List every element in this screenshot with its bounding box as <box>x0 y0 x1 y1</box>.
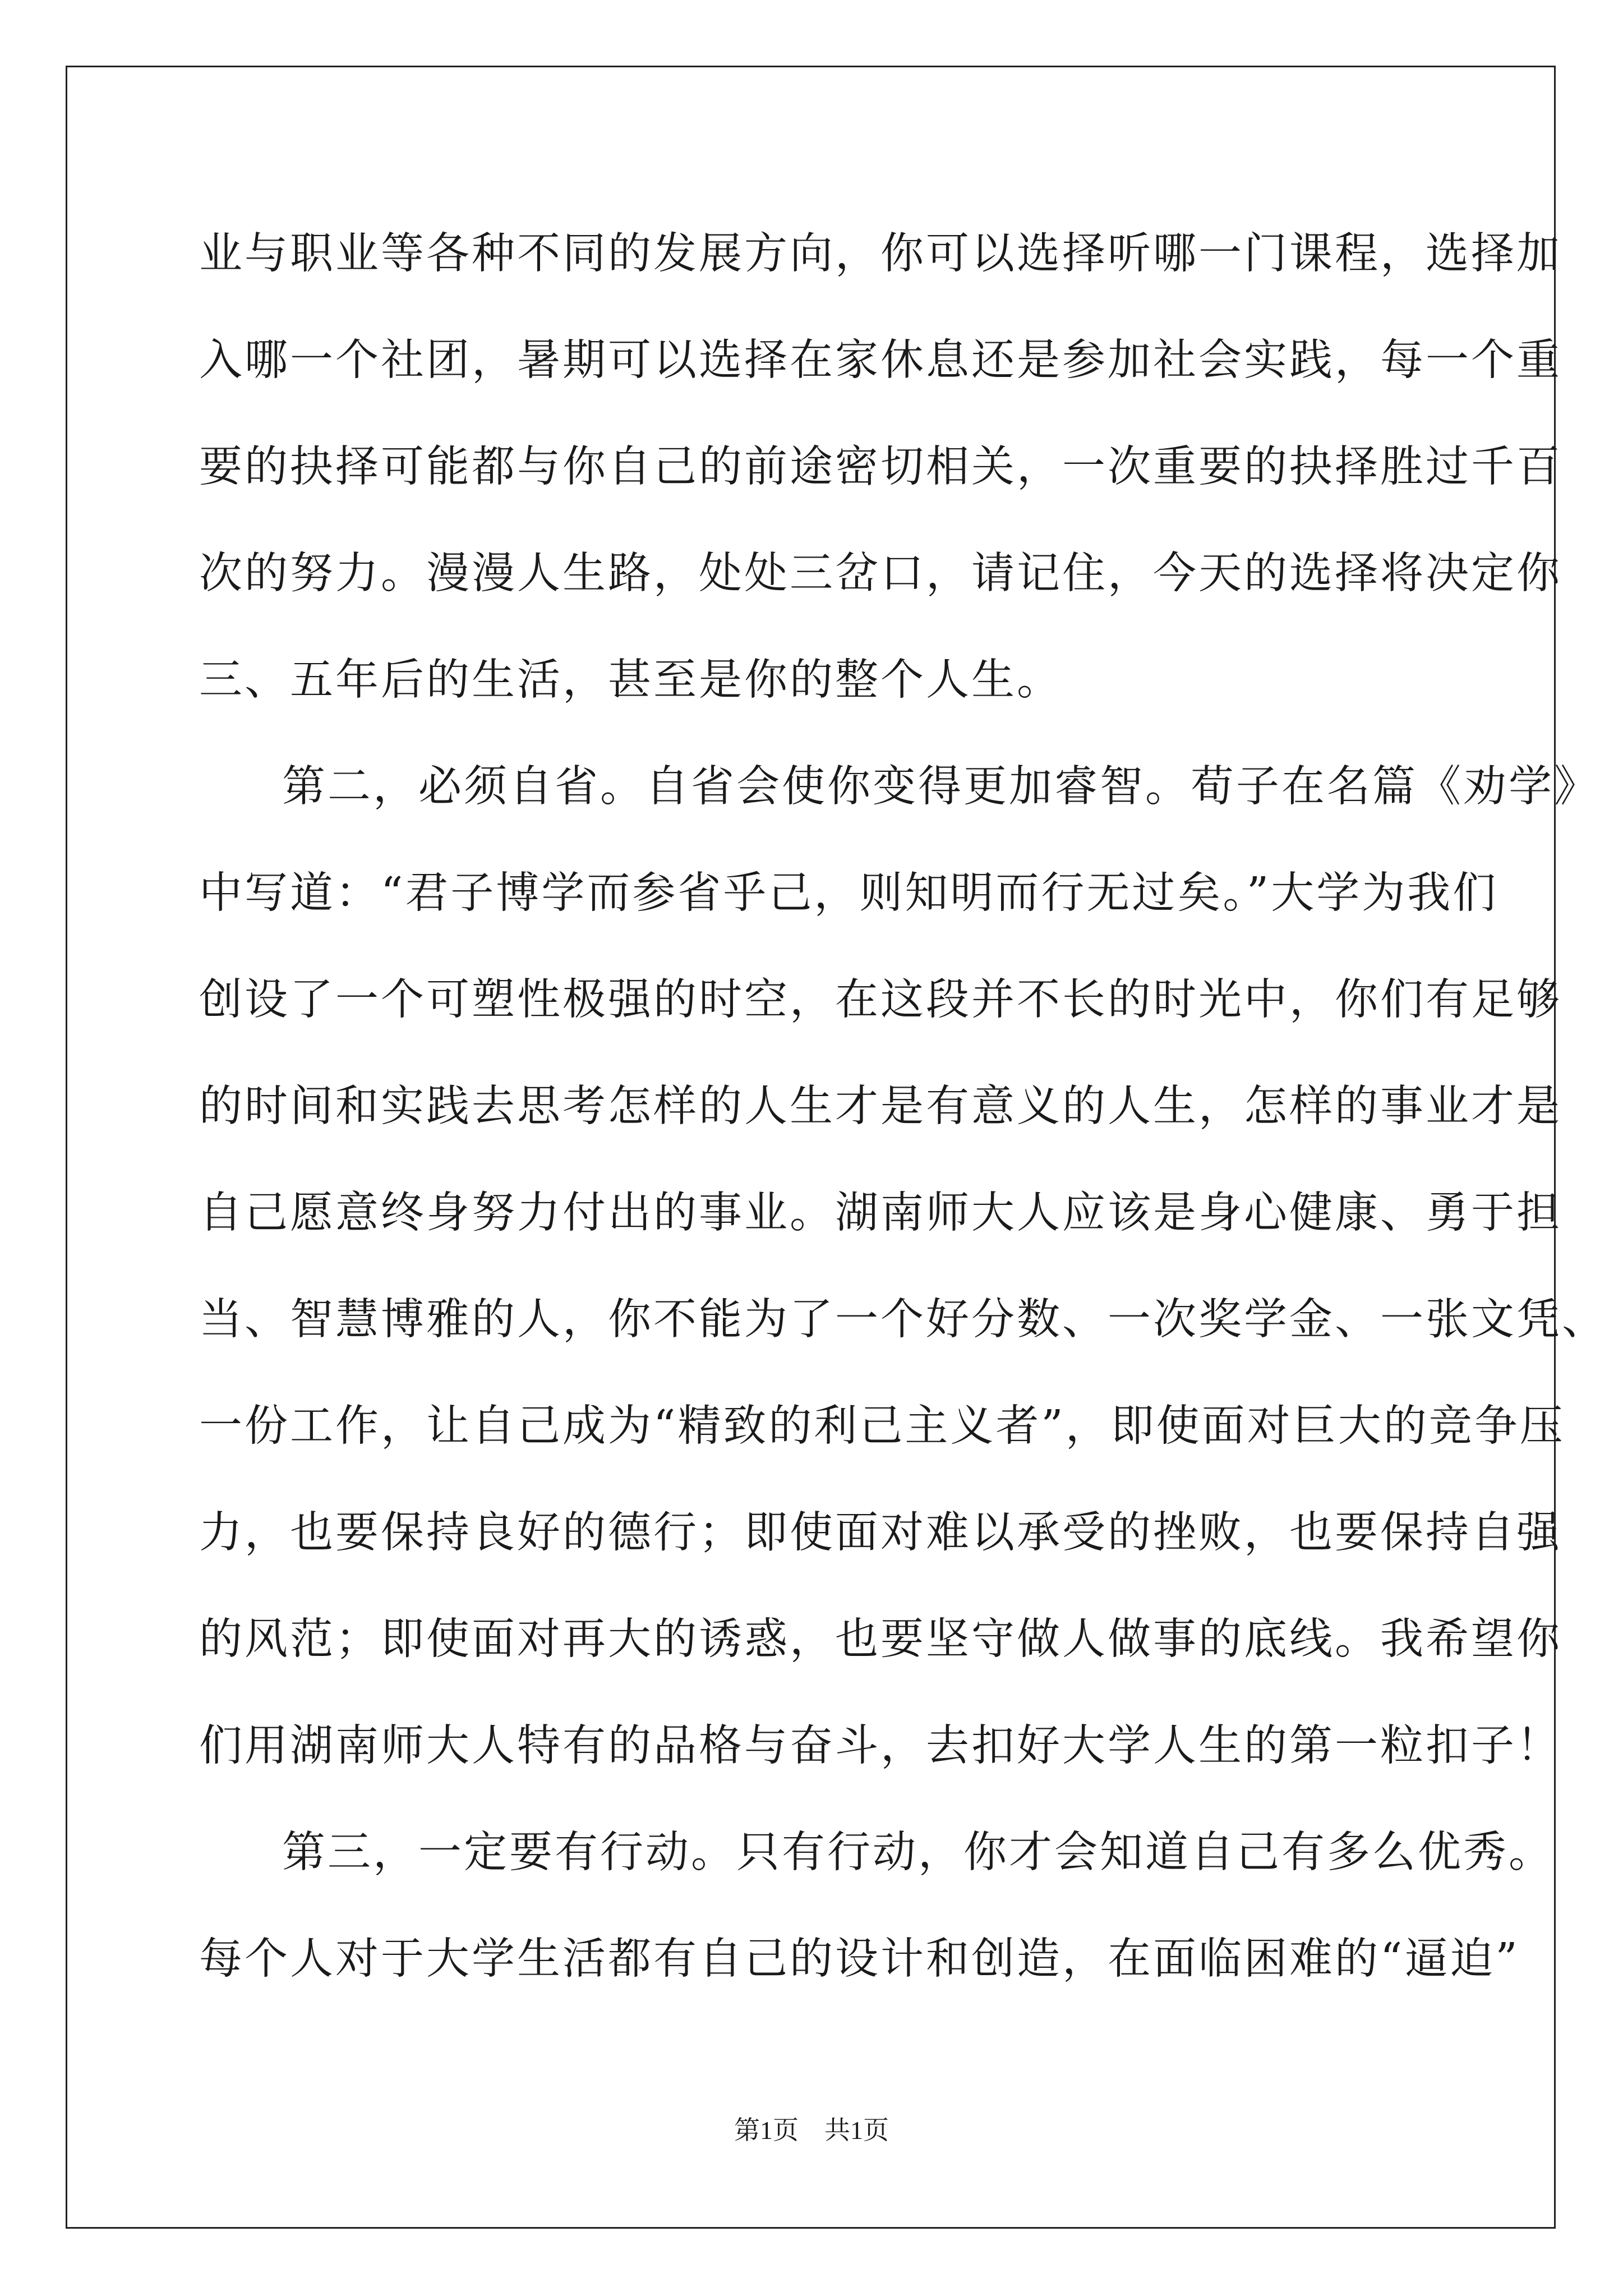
page-number: 第1页 <box>734 2116 799 2145</box>
page-total: 共1页 <box>824 2116 889 2145</box>
text-line: 入哪一个社团，暑期可以选择在家休息还是参加社会实践，每一个重 <box>199 335 1562 385</box>
text-line: 中写道：“君子博学而参省乎己，则知明而行无过矣。”大学为我们 <box>199 868 1498 918</box>
text-line: 次的努力。漫漫人生路，处处三岔口，请记住，今天的选择将决定你 <box>199 549 1562 599</box>
text-line: 的风范；即使面对再大的诱惑，也要坚守做人做事的底线。我希望你 <box>199 1614 1562 1664</box>
paragraph-start-line: 第三，一定要有行动。只有行动，你才会知道自己有多么优秀。 <box>282 1828 1554 1878</box>
text-line: 三、五年后的生活，甚至是你的整个人生。 <box>199 655 1062 705</box>
text-line: 创设了一个可塑性极强的时空，在这段并不长的时光中，你们有足够 <box>199 975 1562 1025</box>
text-line: 当、智慧博雅的人，你不能为了一个好分数、一次奖学金、一张文凭、 <box>199 1295 1607 1345</box>
text-line: 要的抉择可能都与你自己的前途密切相关，一次重要的抉择胜过千百 <box>199 442 1562 492</box>
text-line: 自己愿意终身努力付出的事业。湖南师大人应该是身心健康、勇于担 <box>199 1188 1562 1238</box>
text-line: 的时间和实践去思考怎样的人生才是有意义的人生，怎样的事业才是 <box>199 1082 1562 1131</box>
text-line: 每个人对于大学生活都有自己的设计和创造，在面临困难的“逼迫” <box>199 1934 1520 1984</box>
text-line: 业与职业等各种不同的发展方向，你可以选择听哪一门课程，选择加 <box>199 229 1562 279</box>
page-footer <box>0 2114 1623 2147</box>
text-line: 一份工作，让自己成为“精致的利己主义者”，即使面对巨大的竞争压 <box>199 1401 1565 1451</box>
text-line: 力，也要保持良好的德行；即使面对难以承受的挫败，也要保持自强 <box>199 1508 1562 1558</box>
document-body <box>199 201 1607 2013</box>
paragraph-start-line: 第二，必须自省。自省会使你变得更加睿智。荀子在名篇《劝学》 <box>282 762 1599 812</box>
text-line: 们用湖南师大人特有的品格与奋斗，去扣好大学人生的第一粒扣子！ <box>199 1721 1562 1771</box>
